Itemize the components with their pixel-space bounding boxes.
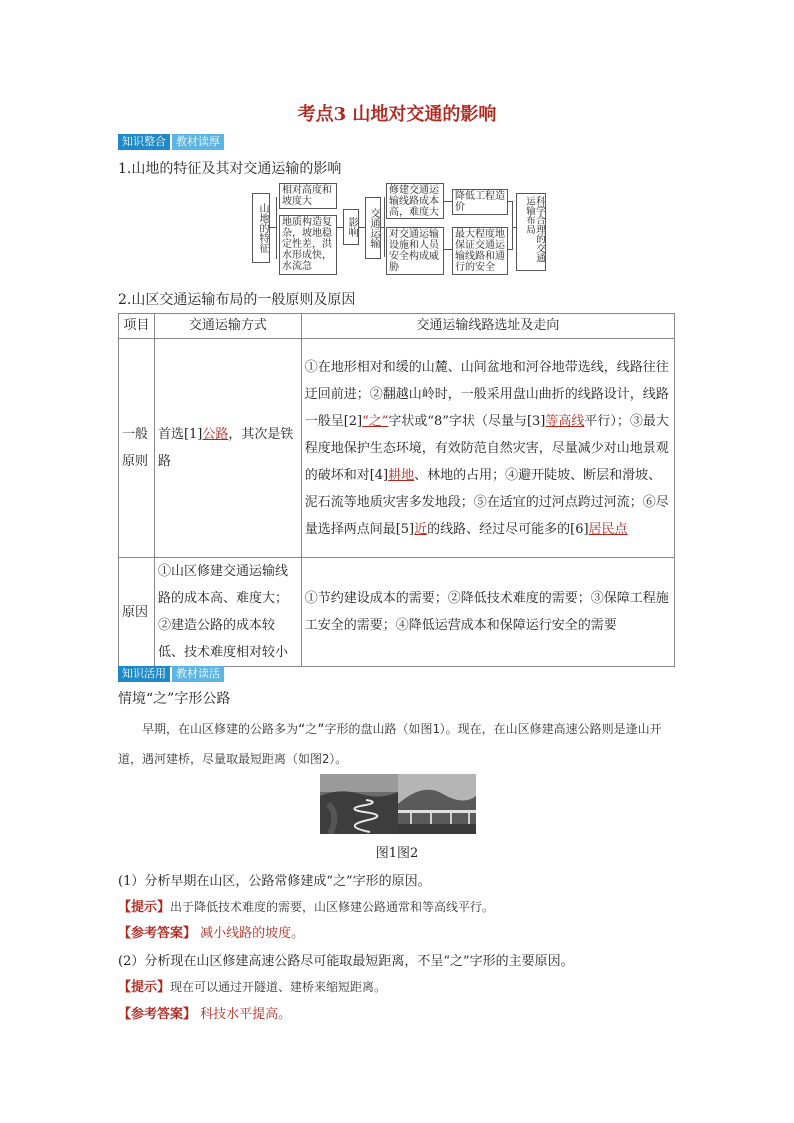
box-effect-safety: 对交通运输设施和人员安全构成威胁 <box>386 227 444 275</box>
table-row-principles <box>119 339 675 558</box>
answer-label: 【参考答案】 <box>118 926 197 941</box>
cell-text: ①在地形相对和缓的山麓、山间盆地和河谷地带选线，线路往往迂回前进；②翻越山岭时，一般采用盘山曲折的线路设计，线路一般呈[2] <box>304 359 669 429</box>
answer-3: 等高线 <box>545 413 585 429</box>
box-mountain-features: 山地的特征 <box>252 193 270 263</box>
question-2: (2）分析现在山区修建高速公路尽可能取最短距离，不呈“之”字形的主要原因。 <box>118 954 574 969</box>
answer-label: 【参考答案】 <box>118 1007 197 1022</box>
box-effect-cost: 修建交通运输线路成本高，难度大 <box>386 183 444 219</box>
answer-2: “之” <box>362 413 389 429</box>
cell-text: 首选[1] <box>157 427 203 442</box>
header-route-selection: 交通运输线路选址及走向 <box>301 314 674 339</box>
box-measure-safety: 最大程度地保证交通运输线路和通行的安全 <box>452 227 508 275</box>
section-badges <box>118 134 224 150</box>
hint-text-2: 现在可以通过开隧道、建桥来缩短距离。 <box>170 980 387 994</box>
heading-mountain-features: 1.山地的特征及其对交通运输的影响 <box>118 161 342 177</box>
principles-table <box>118 313 675 667</box>
header-item: 项目 <box>119 314 155 339</box>
cell-text: 的线路、经过尽可能多的[6] <box>427 521 589 537</box>
answer-text-2: 科技水平提高。 <box>196 1007 292 1022</box>
hint-text-1: 出于降低技术难度的需要，山区修建公路通常和等高线平行。 <box>170 900 495 914</box>
hint-2 <box>118 976 386 995</box>
box-measure-cost: 降低工程造价 <box>452 189 508 215</box>
cell-text: 平行）；③最大程度地保护生态环境，有效防范自然灾害，尽量减少对山地景观的破坏和对[4] <box>304 413 669 483</box>
box-influence: 影响 <box>343 209 359 245</box>
hint-label: 【提示】 <box>118 980 171 995</box>
box-feature-geology: 地质构造复杂，坡地稳定性差，洪水形成快，水流急 <box>279 215 337 275</box>
answer-text-1: 减小线路的坡度。 <box>196 926 305 941</box>
badge-textbook-reading: 教材读厚 <box>172 134 224 150</box>
connector <box>512 201 513 250</box>
answer-6: 居民点 <box>588 521 628 537</box>
badge-textbook-live: 教材读活 <box>172 666 224 682</box>
answer-5: 近 <box>414 521 428 537</box>
photo-caption: 图1图2 <box>375 846 419 861</box>
connector <box>444 249 452 250</box>
answer-block-1 <box>118 922 304 941</box>
hint-1 <box>118 896 494 915</box>
page-title: 考点3 山地对交通的影响 <box>297 104 497 125</box>
question-1: (1）分析早期在山区，公路常修建成“之”字形的原因。 <box>118 874 431 889</box>
situation-heading: 情境“之”字形公路 <box>118 691 231 707</box>
connector <box>276 197 277 259</box>
heading-layout-principles: 2.山区交通运输布局的一般原则及原因 <box>118 292 356 308</box>
cell-text: 、林地的占用；④避开陡坡、断层和滑坡、泥石流等地质灾害多发地段；⑤在适宜的过河点跨过河流；⑥尽量选择两点间最[5] <box>304 467 669 537</box>
box-transport: 交通运输 <box>365 197 381 259</box>
photo-highway-bridge <box>398 774 476 834</box>
connector <box>384 197 385 257</box>
box-feature-relief: 相对高度和坡度大 <box>279 183 337 209</box>
row-label-reasons: 原因 <box>119 558 155 667</box>
section-badges-2 <box>118 666 224 682</box>
connector <box>444 201 452 202</box>
header-transport-mode: 交通运输方式 <box>154 314 301 339</box>
answer-4: 耕地 <box>388 467 415 483</box>
row-label-principles: 一般原则 <box>119 339 155 558</box>
table-header-row <box>119 314 675 339</box>
cell-mode-principles <box>154 339 301 558</box>
badge-knowledge-integration: 知识整合 <box>118 134 170 150</box>
badge-knowledge-application: 知识活用 <box>118 666 170 682</box>
cell-mode-reasons: ①山区修建交通运输线路的成本高、难度大；②建造公路的成本较低、技术难度相对较小 <box>154 558 301 667</box>
answer-1: 公路 <box>202 427 229 442</box>
flow-diagram <box>252 183 562 277</box>
box-result-layout: 科学合理的交通运输布局 <box>516 193 546 271</box>
situation-paragraph: 早期，在山区修建的公路多为“之”字形的盘山路（如图1）。现在，在山区修建高速公路则是逢山开道，遇河建桥，尽量取最短距离（如图2）。 <box>118 722 662 766</box>
photo-switchback-road <box>320 774 398 834</box>
answer-block-2 <box>118 1003 291 1022</box>
cell-route-reasons: ①节约建设成本的需要；②降低技术难度的需要；③保障工程施工安全的需要；④降低运营成本和保障运行安全的需要 <box>301 558 674 667</box>
table-row-reasons <box>119 558 675 667</box>
cell-text: 字状或“8”字状（尽量与[3] <box>388 413 546 429</box>
cell-text: ，其次是铁路 <box>157 427 294 469</box>
hint-label: 【提示】 <box>118 900 171 915</box>
cell-route-principles <box>301 339 674 558</box>
